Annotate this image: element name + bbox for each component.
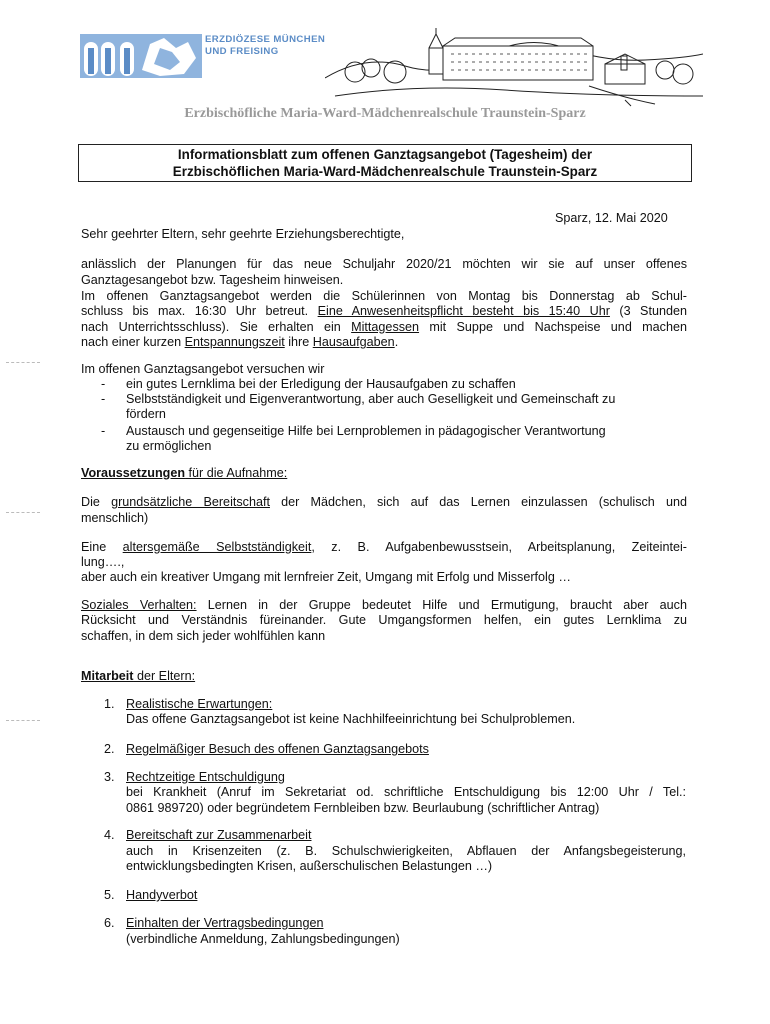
social-behaviour: Rücksicht und Verständnis füreinander. Gute Umgangsformen helfen, ein gutes Lernklima zu bbox=[81, 613, 687, 627]
list-item-text: (verbindliche Anmeldung, Zahlungsbedingungen) bbox=[126, 932, 400, 946]
requirements-text: lung…., bbox=[81, 555, 125, 569]
list-number: 6. bbox=[104, 916, 115, 930]
lunch-term: Mittagessen bbox=[351, 320, 420, 334]
intro-line: schluss bis max. 16:30 Uhr betreut. Eine Anwesenheitspflicht besteht bis 15:40 Uhr (3 Stunden bbox=[81, 304, 687, 318]
document-title bbox=[78, 144, 692, 182]
list-item-title: Regelmäßiger Besuch des offenen Ganztagsangebots bbox=[126, 742, 429, 756]
aim-item: ein gutes Lernklima bei der Erledigung der Hausaufgaben zu schaffen bbox=[126, 377, 516, 391]
aims-heading: Im offenen Ganztagsangebot versuchen wir bbox=[81, 362, 325, 376]
requirements-text: Eine altersgemäße Selbstständigkeit, z. B. Aufgabenbewusstsein, Arbeitsplanung, Zeiteintei- bbox=[81, 540, 687, 554]
title-line1: Informationsblatt zum offenen Ganztagsangebot (Tagesheim) der bbox=[177, 147, 593, 162]
attendance-obligation: Eine Anwesenheitspflicht besteht bis 15:40 Uhr bbox=[317, 304, 610, 318]
list-item-title: Bereitschaft zur Zusammenarbeit bbox=[126, 828, 312, 842]
list-number: 1. bbox=[104, 697, 115, 711]
margin-mark bbox=[6, 512, 40, 514]
archdiocese-logo bbox=[80, 34, 202, 78]
requirements-text: menschlich) bbox=[81, 511, 149, 525]
homework-term: Hausaufgaben bbox=[312, 335, 395, 349]
bullet-dash: - bbox=[101, 392, 106, 406]
social-behaviour: schaffen, in dem sich jeder wohlfühlen kann bbox=[81, 629, 326, 643]
list-item-text: auch in Krisenzeiten (z. B. Schulschwierigkeiten, Abflauen der Anfangsbegeisterung, bbox=[126, 844, 686, 858]
list-item-text: entwicklungsbedingten Krisen, außerschulischen Belastungen …) bbox=[126, 859, 493, 873]
aim-item-cont: zu ermöglichen bbox=[126, 439, 212, 453]
list-number: 3. bbox=[104, 770, 115, 784]
list-item-title: Einhalten der Vertragsbedingungen bbox=[126, 916, 324, 930]
bullet-dash: - bbox=[101, 424, 106, 438]
list-number: 2. bbox=[104, 742, 115, 756]
relaxation-term: Entspannungszeit bbox=[184, 335, 285, 349]
place-date: Sparz, 12. Mai 2020 bbox=[555, 211, 668, 225]
intro-line: Im offenen Ganztagsangebot werden die Schülerinnen von Montag bis Donnerstag ab Schul- bbox=[81, 289, 687, 303]
list-item-text: bei Krankheit (Anruf im Sekretariat od. schriftliche Entschuldigung bis 12:00 Uhr / Tel.: bbox=[126, 785, 686, 799]
org-name-line1: ERZDIÖZESE MÜNCHEN bbox=[205, 34, 326, 45]
salutation: Sehr geehrter Eltern, sehr geehrte Erziehungsberechtigte, bbox=[81, 227, 405, 241]
cooperation-heading: Mitarbeit der Eltern: bbox=[81, 669, 196, 683]
intro-line: nach Unterrichtsschluss). Sie erhalten ein Mittagessen mit Suppe und Nachspeise und machen bbox=[81, 320, 687, 334]
list-item-text: Das offene Ganztagsangebot ist keine Nachhilfeeinrichtung bei Schulproblemen. bbox=[126, 712, 576, 726]
intro-line: nach einer kurzen Entspannungszeit ihre Hausaufgaben. bbox=[81, 335, 399, 349]
intro-line: Ganztagesangebot bzw. Tagesheim hinweisen. bbox=[81, 273, 344, 287]
requirements-text: Die grundsätzliche Bereitschaft der Mädchen, sich auf das Lernen einzulassen (schulisch und bbox=[81, 495, 687, 509]
list-item-title: Rechtzeitige Entschuldigung bbox=[126, 770, 285, 784]
list-item-title: Realistische Erwartungen: bbox=[126, 697, 273, 711]
margin-mark bbox=[6, 362, 40, 364]
title-line2: Erzbischöflichen Maria-Ward-Mädchenrealschule Traunstein-Sparz bbox=[172, 163, 598, 179]
margin-mark bbox=[6, 720, 40, 722]
requirements-text: aber auch ein kreativer Umgang mit lernfreier Zeit, Umgang mit Erfolg und Misserfolg … bbox=[81, 570, 571, 584]
intro-line: anlässlich der Planungen für das neue Schuljahr 2020/21 möchten wir sie auf unser offenes bbox=[81, 257, 687, 271]
list-item-title: Handyverbot bbox=[126, 888, 198, 902]
list-number: 4. bbox=[104, 828, 115, 842]
school-name: Erzbischöfliche Maria-Ward-Mädchenrealschule Traunstein-Sparz bbox=[184, 106, 586, 121]
requirements-heading: Voraussetzungen für die Aufnahme: bbox=[81, 466, 288, 480]
org-name-line2: UND FREISING bbox=[205, 46, 279, 57]
bullet-dash: - bbox=[101, 377, 106, 391]
aim-item: Selbstständigkeit und Eigenverantwortung, aber auch Geselligkeit und Gemeinschaft zu bbox=[126, 392, 616, 406]
social-behaviour: Soziales Verhalten: Lernen in der Gruppe bedeutet Hilfe und Ermutigung, braucht aber auch bbox=[81, 598, 687, 612]
school-building-drawing bbox=[325, 26, 703, 108]
aim-item-cont: fördern bbox=[126, 407, 166, 421]
list-item-text: 0861 989720) oder begründetem Fernbleiben bzw. Beurlaubung (schriftlicher Antrag) bbox=[126, 801, 600, 815]
list-number: 5. bbox=[104, 888, 115, 902]
aim-item: Austausch und gegenseitige Hilfe bei Lernproblemen in pädagogischer Verantwortung bbox=[126, 424, 606, 438]
